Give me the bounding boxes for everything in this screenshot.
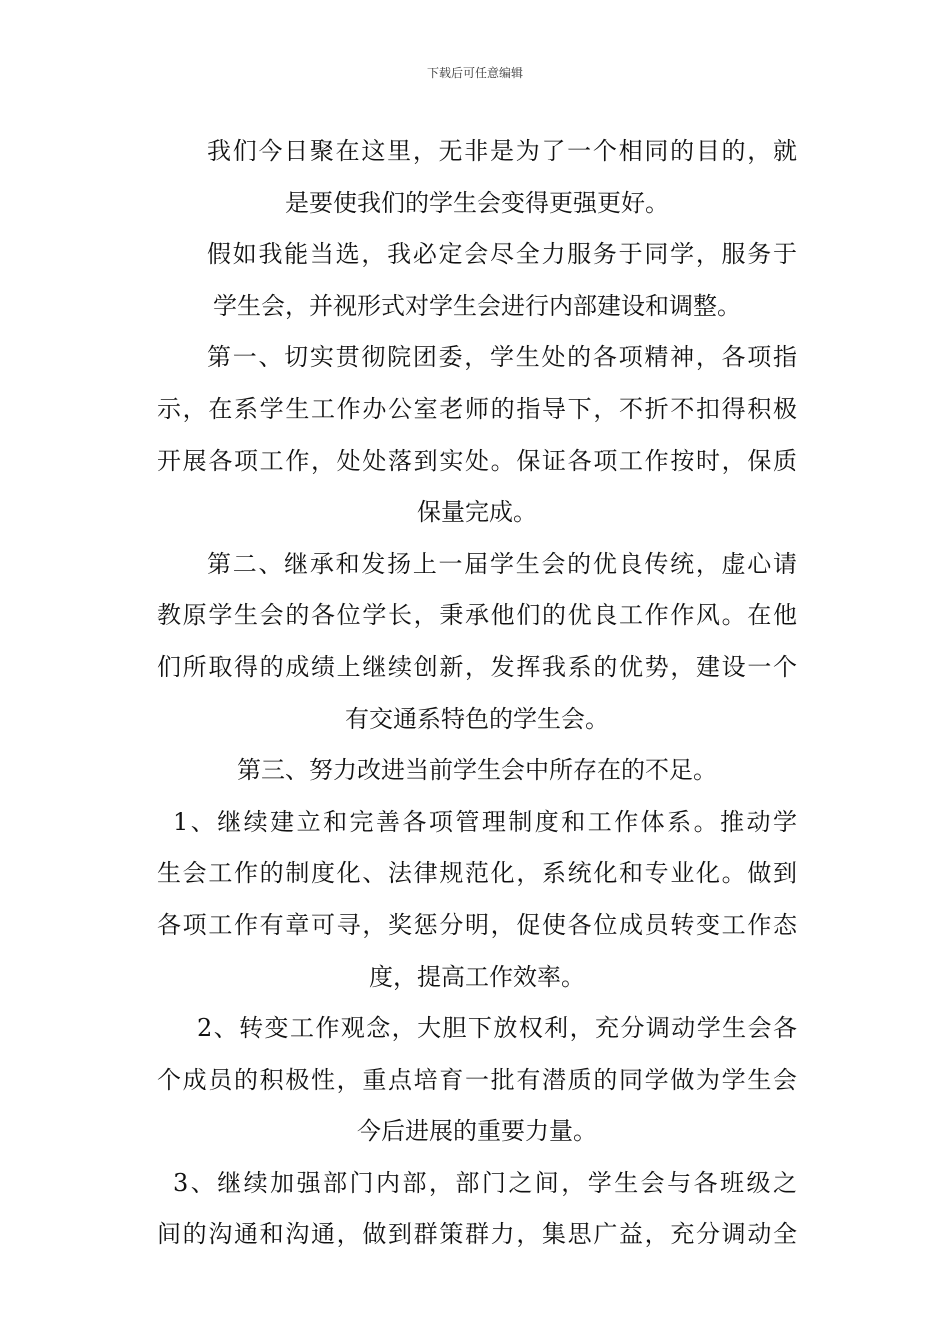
text-line: 我们今日聚在这里，无非是为了一个相同的目的，就 (207, 137, 797, 165)
text-line: 们所取得的成绩上继续创新，发挥我系的优势，建设一个 (157, 652, 797, 681)
text-line: 第二、继承和发扬上一届学生会的优良传统，虚心请 (207, 549, 797, 578)
text-line: 教原学生会的各位学长，秉承他们的优良工作作风。在他 (157, 601, 797, 630)
text-line: 示，在系学生工作办公室老师的指导下，不折不扣得积极 (157, 394, 797, 423)
text-line: 2、转变工作观念，大胆下放权利，充分调动学生会各 (197, 1014, 797, 1043)
text-line: 今后进展的重要力量。 (357, 1117, 597, 1146)
text-line: 第三、努力改进当前学生会中所存在的不足。 (237, 756, 717, 785)
text-line: 保量完成。 (417, 498, 537, 527)
text-line: 是要使我们的学生会变得更强更好。 (285, 188, 669, 217)
document-body (157, 126, 797, 1261)
text-line: 间的沟通和沟通，做到群策群力，集思广益，充分调动全 (157, 1220, 797, 1249)
text-line: 生会工作的制度化、法律规范化，系统化和专业化。做到 (157, 859, 797, 888)
text-line: 各项工作有章可寻，奖惩分明，促使各位成员转变工作态 (157, 910, 797, 939)
text-line: 度，提高工作效率。 (369, 962, 585, 991)
text-line: 开展各项工作，处处落到实处。保证各项工作按时，保质 (157, 446, 797, 475)
text-line: 个成员的积极性，重点培育一批有潜质的同学做为学生会 (157, 1065, 797, 1094)
text-line: 3、继续加强部门内部，部门之间，学生会与各班级之 (173, 1168, 797, 1197)
text-line: 1、继续建立和完善各项管理制度和工作体系。推动学 (173, 807, 797, 836)
text-line: 第一、切实贯彻院团委，学生处的各项精神，各项指 (207, 343, 797, 372)
page-header-note: 下载后可任意编辑 (426, 66, 523, 80)
text-line: 有交通系特色的学生会。 (345, 704, 609, 733)
text-line: 学生会，并视形式对学生会进行内部建设和调整。 (213, 291, 741, 320)
text-line: 假如我能当选，我必定会尽全力服务于同学，服务于 (207, 240, 797, 269)
